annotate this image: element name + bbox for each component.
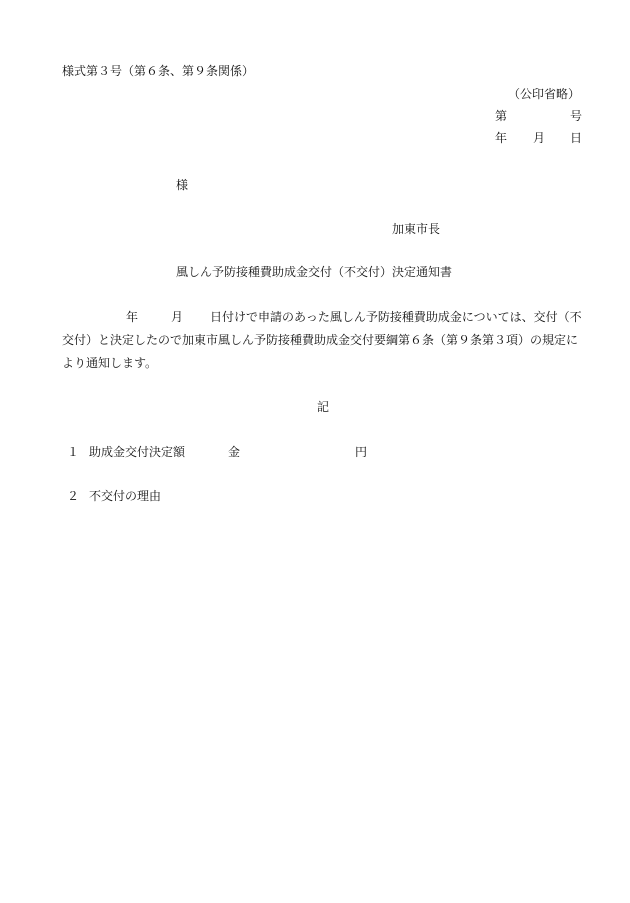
notice-body — [62, 306, 584, 375]
amount-prefix: 金 — [228, 445, 241, 459]
record-heading: 記 — [317, 400, 330, 414]
amount-suffix: 円 — [355, 445, 368, 459]
document-number-suffix: 号 — [570, 109, 583, 123]
item-label-refusal-reason: 不交付の理由 — [89, 489, 162, 503]
item-label-grant-amount: 助成金交付決定額 — [89, 445, 186, 459]
body-text: 日付けで申請のあった風しん予防接種費助成金については、交付（不交付）と決定したので加東市風しん予防接種費助成金交付要綱第６条（第９条第３項）の規定により通知します。 — [62, 310, 582, 370]
issuer-name: 加東市長 — [392, 222, 441, 236]
date-month-label: 月 — [533, 131, 546, 145]
item-number: ２ — [67, 489, 80, 503]
document-number-prefix: 第 — [495, 109, 508, 123]
body-year-label: 年 — [126, 310, 139, 324]
date-year-label: 年 — [495, 131, 508, 145]
item-number: １ — [67, 445, 80, 459]
seal-omitted-note: （公印省略） — [508, 87, 581, 101]
addressee-honorific: 様 — [176, 178, 189, 192]
form-number: 様式第３号（第６条、第９条関係） — [62, 64, 255, 78]
document-title: 風しん予防接種費助成金交付（不交付）決定通知書 — [176, 265, 453, 279]
body-month-label: 月 — [171, 310, 184, 324]
date-day-label: 日 — [570, 131, 583, 145]
